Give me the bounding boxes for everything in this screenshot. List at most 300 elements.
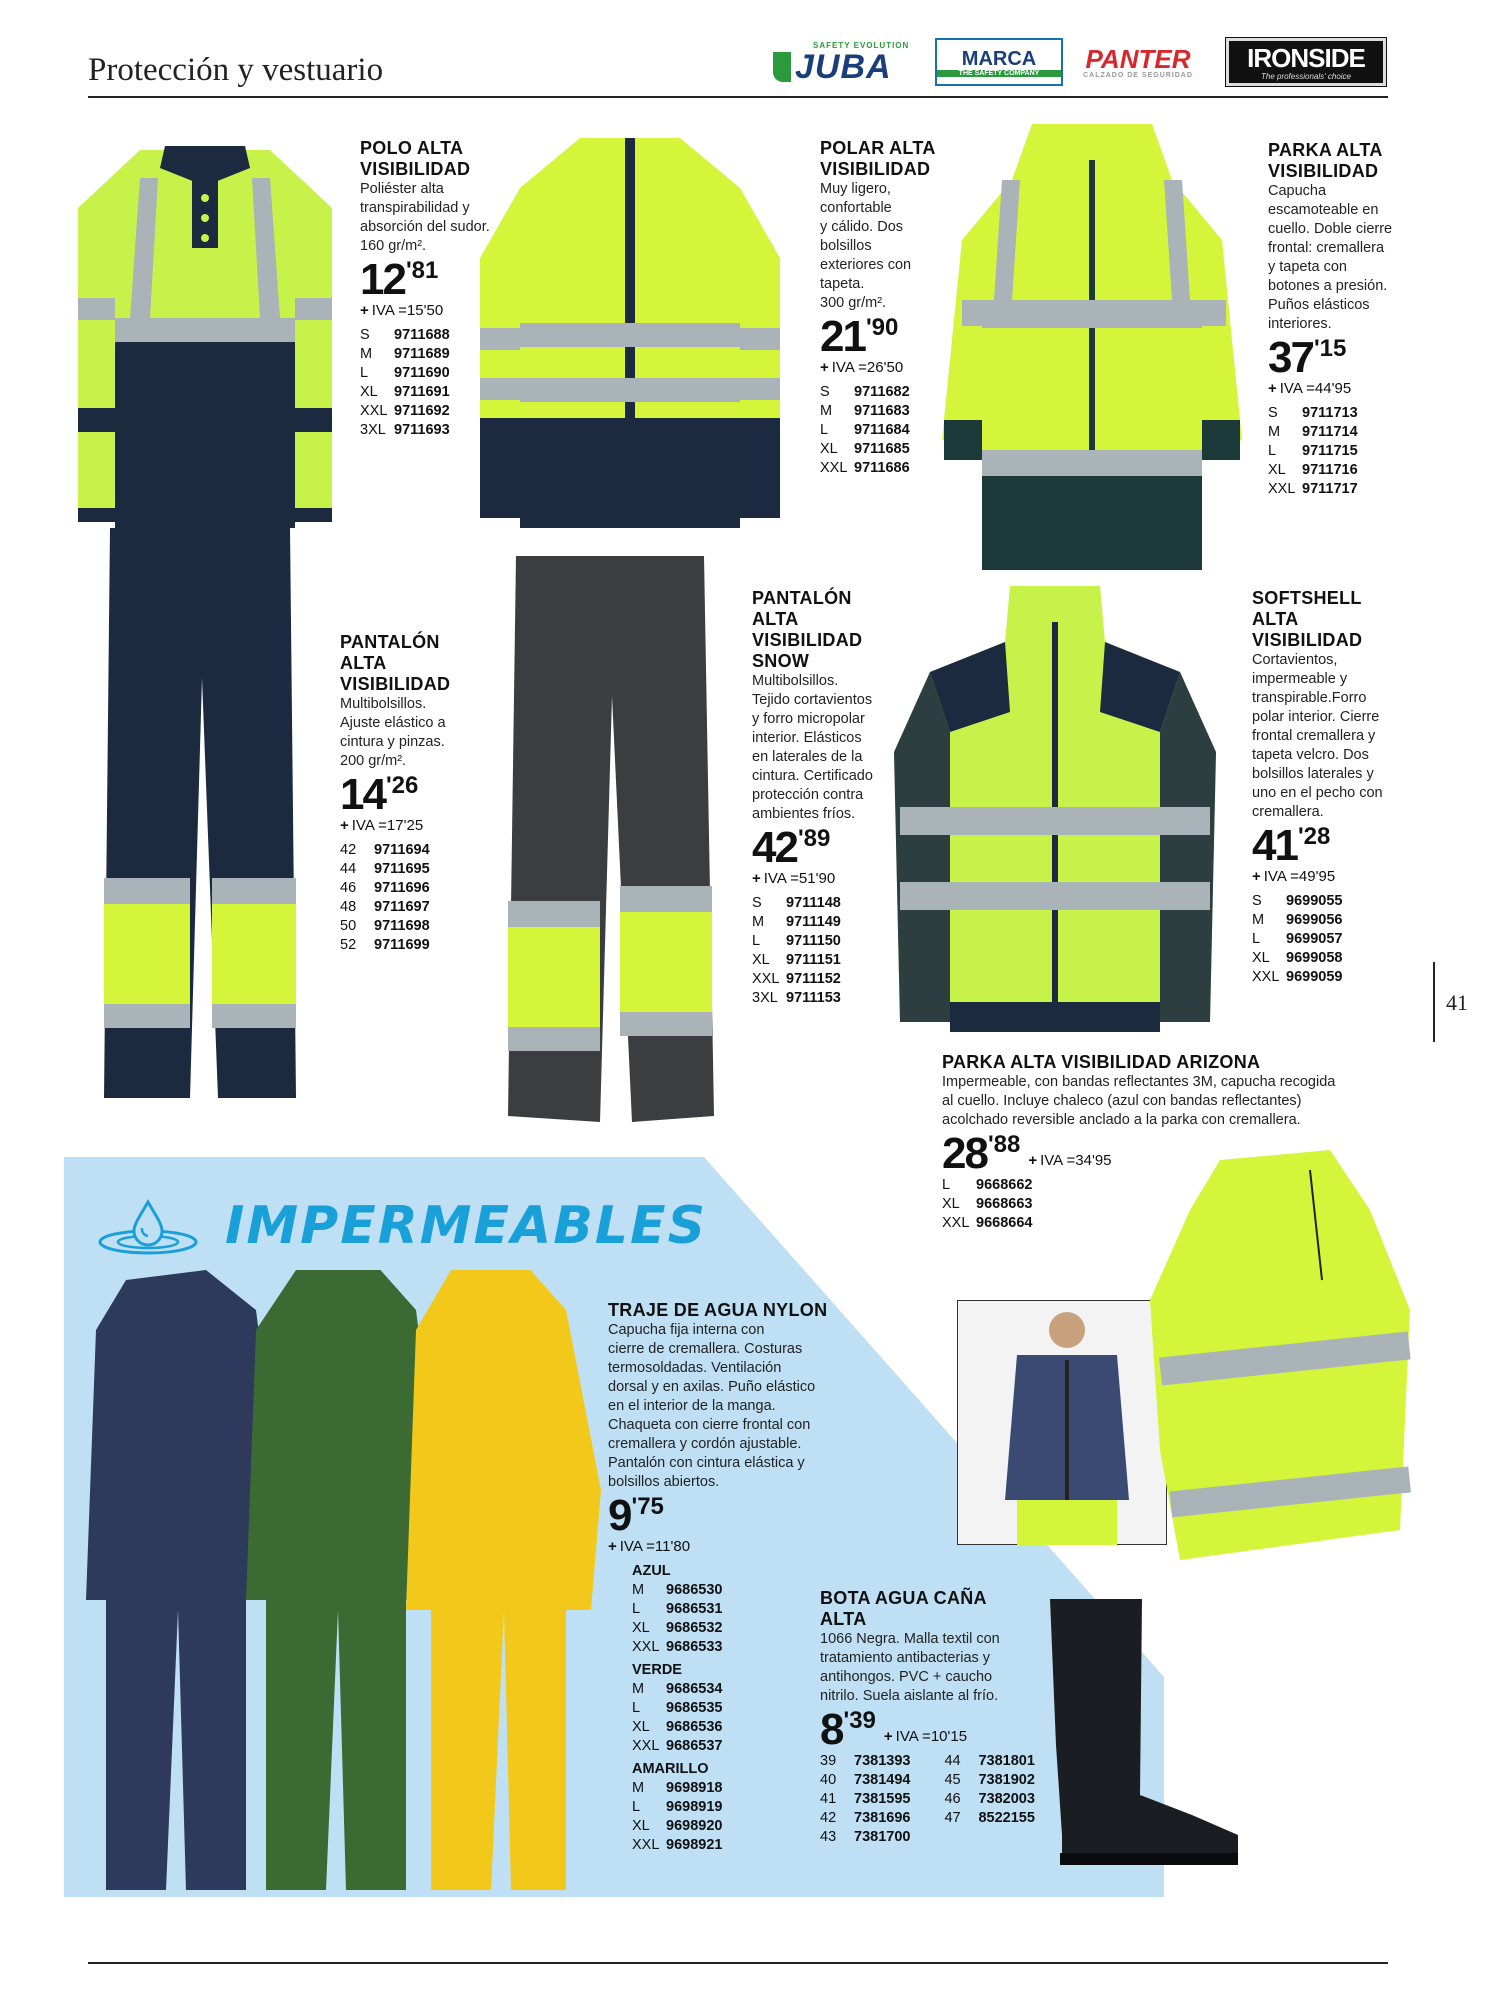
size-label: 3XL bbox=[752, 990, 778, 1006]
ref-row bbox=[1252, 949, 1412, 968]
ref-row bbox=[632, 1737, 828, 1756]
ironside-tagline: The professionals' choice bbox=[1260, 71, 1352, 81]
text-line: Multibolsillos. bbox=[340, 696, 427, 712]
ref-row bbox=[944, 1752, 1034, 1771]
text-line: VISIBILIDAD bbox=[752, 630, 863, 650]
text-line: confortable bbox=[820, 200, 892, 216]
ref-code: 9711688 bbox=[394, 327, 450, 343]
price-decimal: '39 bbox=[843, 1707, 876, 1734]
price-with-iva: + IVA =26'50 bbox=[820, 359, 904, 376]
text-line: y forro micropolar bbox=[752, 711, 865, 727]
text-line: Multibolsillos. bbox=[752, 673, 839, 689]
size-label: L bbox=[1268, 443, 1277, 459]
size-label: M bbox=[632, 1780, 645, 1796]
size-label: 46 bbox=[944, 1791, 961, 1807]
size-label: M bbox=[632, 1681, 645, 1697]
text-line: acolchado reversible anclado a la parka con cremallera. bbox=[942, 1112, 1301, 1128]
iva-text: IVA =17'25 bbox=[351, 817, 424, 834]
ref-code: 9711152 bbox=[786, 971, 841, 987]
product-title bbox=[820, 138, 960, 180]
ref-row bbox=[944, 1790, 1034, 1809]
size-label: L bbox=[752, 933, 761, 949]
text-line: cierre de cremallera. Costuras bbox=[608, 1341, 803, 1357]
size-label: 52 bbox=[340, 937, 357, 953]
size-label: M bbox=[1252, 912, 1265, 928]
ref-code: 9711693 bbox=[394, 422, 450, 438]
ref-row bbox=[632, 1619, 828, 1638]
text-line: ALTA bbox=[340, 653, 387, 673]
size-label: XXL bbox=[632, 1738, 660, 1754]
text-line: uno en el pecho con bbox=[1252, 785, 1383, 801]
price-decimal: '81 bbox=[405, 257, 439, 284]
ref-code: 7381595 bbox=[854, 1791, 911, 1807]
ref-code: 9711153 bbox=[786, 990, 841, 1006]
ref-row bbox=[944, 1771, 1034, 1790]
ref-row bbox=[752, 989, 902, 1008]
title-line: VISIBILIDAD bbox=[820, 159, 931, 179]
size-label: 40 bbox=[820, 1772, 837, 1788]
text-line: SNOW bbox=[752, 651, 810, 671]
header-divider bbox=[88, 96, 1388, 98]
text-line: antihongos. PVC + caucho bbox=[820, 1669, 993, 1685]
product-description bbox=[820, 180, 960, 313]
ref-row bbox=[820, 402, 960, 421]
ref-code: 9711717 bbox=[1302, 481, 1358, 497]
product-description bbox=[608, 1321, 828, 1492]
text-line: al cuello. Incluye chaleco (azul con bandas reflectantes) bbox=[942, 1093, 1302, 1109]
ref-code: 9711695 bbox=[374, 861, 430, 877]
product-title bbox=[360, 138, 550, 180]
ref-row bbox=[632, 1581, 828, 1600]
size-label: XXL bbox=[632, 1837, 660, 1853]
product-traje-agua bbox=[608, 1300, 828, 1855]
price-decimal: '90 bbox=[865, 314, 899, 341]
ref-row bbox=[360, 364, 550, 383]
size-label: 45 bbox=[944, 1772, 961, 1788]
text-line: Cortavientos, bbox=[1252, 652, 1338, 668]
ref-row bbox=[360, 402, 550, 421]
ref-list bbox=[632, 1779, 828, 1855]
ref-code: 9711689 bbox=[394, 346, 450, 362]
ref-list bbox=[820, 1752, 910, 1847]
pantalon-image bbox=[100, 528, 300, 1108]
price bbox=[820, 1705, 876, 1754]
ref-code: 9699055 bbox=[1286, 893, 1343, 909]
text-line: tratamiento antibacterias y bbox=[820, 1650, 991, 1666]
product-title bbox=[1252, 588, 1412, 651]
text-line: PANTALÓN bbox=[752, 588, 852, 608]
price-integer: 28 bbox=[942, 1129, 987, 1178]
ref-code: 7381801 bbox=[978, 1753, 1035, 1769]
ref-code: 9711148 bbox=[786, 895, 841, 911]
size-label: M bbox=[1268, 424, 1281, 440]
ref-row bbox=[820, 440, 960, 459]
iva-text: IVA =49'95 bbox=[1263, 868, 1336, 885]
price-with-iva: + IVA =44'95 bbox=[1268, 380, 1352, 397]
ref-list bbox=[632, 1680, 828, 1756]
size-label: 41 bbox=[820, 1791, 837, 1807]
price-with-iva: + IVA =15'50 bbox=[360, 302, 444, 319]
marca-logo bbox=[935, 38, 1063, 86]
text-line: Muy ligero, bbox=[820, 181, 891, 197]
ref-list bbox=[752, 894, 902, 1008]
size-label: XL bbox=[360, 384, 378, 400]
marca-tagline: THE SAFETY COMPANY bbox=[937, 70, 1061, 77]
size-label: 43 bbox=[820, 1829, 837, 1845]
size-label: 48 bbox=[340, 899, 357, 915]
ref-row bbox=[820, 1790, 910, 1809]
text-line: Capucha fija interna con bbox=[608, 1322, 765, 1338]
water-drop-icon bbox=[96, 1198, 200, 1256]
size-label: 50 bbox=[340, 918, 357, 934]
product-description bbox=[340, 695, 490, 771]
footer-divider bbox=[88, 1962, 1388, 1964]
ref-row bbox=[632, 1680, 828, 1699]
ref-code: 9668662 bbox=[976, 1177, 1033, 1193]
size-label: XL bbox=[942, 1196, 960, 1212]
ref-code: 9698919 bbox=[666, 1799, 723, 1815]
size-label: M bbox=[632, 1582, 645, 1598]
price bbox=[360, 255, 550, 304]
text-line: ALTA bbox=[1252, 609, 1299, 629]
price-row bbox=[820, 1706, 1060, 1752]
ref-row bbox=[360, 421, 550, 440]
traje-agua-image bbox=[86, 1270, 606, 1900]
ref-row bbox=[942, 1195, 1362, 1214]
text-line: nitrilo. Suela aislante al frío. bbox=[820, 1688, 999, 1704]
size-label: 46 bbox=[340, 880, 357, 896]
ref-row bbox=[340, 860, 490, 879]
desc-line: absorción del sudor. bbox=[360, 219, 490, 235]
title-line: POLAR ALTA bbox=[820, 138, 936, 158]
size-label: 44 bbox=[944, 1753, 961, 1769]
text-line: cintura y pinzas. bbox=[340, 734, 445, 750]
ref-code: 7381700 bbox=[854, 1829, 911, 1845]
text-line: frontal: cremallera bbox=[1268, 240, 1385, 256]
ref-row bbox=[1268, 423, 1418, 442]
text-line: Puños elásticos bbox=[1268, 297, 1370, 313]
ref-row bbox=[632, 1718, 828, 1737]
price-decimal: '26 bbox=[385, 772, 419, 799]
ref-code: 9711684 bbox=[854, 422, 910, 438]
text-line: transpirable.Forro bbox=[1252, 690, 1367, 706]
size-label: S bbox=[360, 327, 370, 343]
price-integer: 12 bbox=[360, 255, 405, 304]
text-line: ambientes fríos. bbox=[752, 806, 856, 822]
price-with-iva: + IVA =49'95 bbox=[1252, 868, 1336, 885]
text-line: cremallera. bbox=[1252, 804, 1324, 820]
ref-row bbox=[820, 459, 960, 478]
text-line: BOTA AGUA CAÑA bbox=[820, 1588, 987, 1608]
text-line: y cálido. Dos bbox=[820, 219, 904, 235]
ref-code: 9686532 bbox=[666, 1620, 723, 1636]
ref-code: 9686537 bbox=[666, 1738, 723, 1754]
product-parka-arizona bbox=[942, 1052, 1362, 1233]
ref-row bbox=[632, 1600, 828, 1619]
price bbox=[942, 1129, 1021, 1178]
size-label: XXL bbox=[1268, 481, 1296, 497]
ref-code: 9686531 bbox=[666, 1601, 723, 1617]
text-line: PANTALÓN bbox=[340, 632, 440, 652]
ref-row bbox=[340, 936, 490, 955]
ref-code: 9686535 bbox=[666, 1700, 723, 1716]
iva-text: IVA =51'90 bbox=[763, 870, 836, 887]
pantalon-snow-image bbox=[508, 556, 718, 1130]
text-line: TRAJE DE AGUA NYLON bbox=[608, 1300, 828, 1320]
size-label: L bbox=[820, 422, 829, 438]
ref-row bbox=[340, 841, 490, 860]
ref-code: 9711685 bbox=[854, 441, 910, 457]
text-line: polar interior. Cierre bbox=[1252, 709, 1380, 725]
text-line: tapeta. bbox=[820, 276, 865, 292]
ref-row bbox=[1252, 968, 1412, 987]
ref-code: 7382003 bbox=[978, 1791, 1035, 1807]
size-label: XL bbox=[752, 952, 770, 968]
product-description bbox=[752, 672, 902, 824]
price bbox=[340, 770, 490, 819]
text-line: Capucha bbox=[1268, 183, 1327, 199]
ref-code: 9711682 bbox=[854, 384, 910, 400]
color-label-amarillo: AMARILLO bbox=[632, 1761, 709, 1777]
product-pantalon-snow bbox=[752, 588, 902, 1008]
ref-code: 9711694 bbox=[374, 842, 430, 858]
size-label: L bbox=[632, 1601, 641, 1617]
ref-row bbox=[820, 1828, 910, 1847]
text-line: impermeable y bbox=[1252, 671, 1348, 687]
text-line: SOFTSHELL bbox=[1252, 588, 1362, 608]
size-label: XL bbox=[632, 1818, 650, 1834]
text-line: tapeta velcro. Dos bbox=[1252, 747, 1369, 763]
ref-list bbox=[632, 1581, 828, 1657]
size-label: XL bbox=[820, 441, 838, 457]
text-line: en laterales de la bbox=[752, 749, 863, 765]
ref-row bbox=[632, 1779, 828, 1798]
price-with-iva: + IVA =51'90 bbox=[752, 870, 836, 887]
price-with-iva: + IVA =17'25 bbox=[340, 817, 424, 834]
desc-line: transpirabilidad y bbox=[360, 200, 470, 216]
size-label: XL bbox=[1268, 462, 1286, 478]
price-row bbox=[942, 1130, 1362, 1176]
ref-code: 9711696 bbox=[374, 880, 430, 896]
ref-code: 9711698 bbox=[374, 918, 430, 934]
iva-text: IVA =34'95 bbox=[1040, 1152, 1112, 1169]
ref-row bbox=[1252, 930, 1412, 949]
size-label: 42 bbox=[340, 842, 357, 858]
size-label: M bbox=[820, 403, 833, 419]
price-decimal: '15 bbox=[1313, 335, 1347, 362]
iva-text: IVA =10'15 bbox=[895, 1728, 968, 1745]
size-label: XXL bbox=[820, 460, 848, 476]
ref-row bbox=[340, 898, 490, 917]
ref-list bbox=[360, 326, 550, 440]
iva-text: IVA =44'95 bbox=[1279, 380, 1352, 397]
impermeables-title: IMPERMEABLES bbox=[225, 1196, 708, 1256]
text-line: ALTA bbox=[820, 1609, 867, 1629]
product-polar bbox=[820, 138, 960, 478]
text-line: interiores. bbox=[1268, 316, 1332, 332]
page-title: Protección y vestuario bbox=[88, 52, 384, 88]
ref-code: 9699057 bbox=[1286, 931, 1343, 947]
size-label: L bbox=[632, 1799, 641, 1815]
ref-row bbox=[1268, 480, 1418, 499]
ref-row bbox=[1252, 892, 1412, 911]
price-decimal: '75 bbox=[631, 1493, 664, 1520]
ref-row bbox=[1252, 911, 1412, 930]
text-line: Tejido cortavientos bbox=[752, 692, 873, 708]
ref-row bbox=[942, 1214, 1362, 1233]
text-line: exteriores con bbox=[820, 257, 912, 273]
text-line: PARKA ALTA VISIBILIDAD ARIZONA bbox=[942, 1052, 1261, 1072]
ref-row bbox=[820, 1771, 910, 1790]
ironside-name: IRONSIDE bbox=[1247, 42, 1365, 73]
ref-code: 9711714 bbox=[1302, 424, 1358, 440]
size-label: 42 bbox=[820, 1810, 837, 1826]
juba-logo bbox=[773, 38, 923, 86]
price bbox=[820, 312, 960, 361]
text-line: 300 gr/m². bbox=[820, 295, 887, 311]
product-pantalon bbox=[340, 632, 490, 955]
size-label: XL bbox=[632, 1719, 650, 1735]
size-label: M bbox=[752, 914, 765, 930]
product-bota bbox=[820, 1588, 1060, 1847]
price-with-iva: + IVA =34'95 bbox=[1028, 1152, 1112, 1169]
ref-code: 9686533 bbox=[666, 1639, 723, 1655]
ref-code: 9699058 bbox=[1286, 950, 1343, 966]
price bbox=[1268, 333, 1418, 382]
text-line: cuello. Doble cierre bbox=[1268, 221, 1393, 237]
product-description bbox=[942, 1073, 1362, 1130]
desc-line: Poliéster alta bbox=[360, 181, 444, 197]
ref-row bbox=[1268, 461, 1418, 480]
juba-name: JUBA bbox=[773, 50, 892, 84]
text-line: escamoteable en bbox=[1268, 202, 1379, 218]
iva-text: IVA =26'50 bbox=[831, 359, 904, 376]
price-decimal: '89 bbox=[797, 825, 831, 852]
ref-row bbox=[752, 951, 902, 970]
ref-code: 9711692 bbox=[394, 403, 450, 419]
ref-code: 7381494 bbox=[854, 1772, 911, 1788]
ref-code: 9711715 bbox=[1302, 443, 1358, 459]
ref-row bbox=[632, 1836, 828, 1855]
ref-code: 9698918 bbox=[666, 1780, 723, 1796]
ref-code: 8522155 bbox=[978, 1810, 1035, 1826]
product-title bbox=[1268, 140, 1418, 182]
marca-name: MARCA bbox=[961, 47, 1037, 70]
ref-code: 7381393 bbox=[854, 1753, 911, 1769]
price-with-iva: + IVA =10'15 bbox=[883, 1728, 968, 1745]
text-line: 200 gr/m². bbox=[340, 753, 407, 769]
iva-text: IVA =11'80 bbox=[619, 1538, 691, 1555]
ref-row bbox=[632, 1798, 828, 1817]
product-description bbox=[360, 180, 550, 256]
color-label-azul: AZUL bbox=[632, 1563, 671, 1579]
size-label: S bbox=[820, 384, 830, 400]
panter-logo bbox=[1078, 38, 1198, 86]
product-description bbox=[1252, 651, 1412, 822]
size-label: S bbox=[752, 895, 762, 911]
ref-code: 9698921 bbox=[666, 1837, 723, 1853]
ref-list bbox=[1252, 892, 1412, 987]
ref-code: 7381902 bbox=[978, 1772, 1035, 1788]
text-line: Ajuste elástico a bbox=[340, 715, 446, 731]
page-number: 41 bbox=[1446, 990, 1468, 1015]
product-description bbox=[820, 1630, 1060, 1706]
ref-code: 9711686 bbox=[854, 460, 910, 476]
size-label: L bbox=[632, 1700, 641, 1716]
text-line: VISIBILIDAD bbox=[1252, 630, 1363, 650]
ref-code: 9711690 bbox=[394, 365, 450, 381]
iva-text: IVA =15'50 bbox=[371, 302, 444, 319]
ref-row bbox=[1268, 404, 1418, 423]
ref-code: 9699059 bbox=[1286, 969, 1343, 985]
product-softshell bbox=[1252, 588, 1412, 987]
size-label: XXL bbox=[1252, 969, 1280, 985]
color-label-verde: VERDE bbox=[632, 1662, 682, 1678]
size-label: L bbox=[942, 1177, 951, 1193]
size-label: XXL bbox=[632, 1639, 660, 1655]
price bbox=[1252, 821, 1412, 870]
ref-row bbox=[1268, 442, 1418, 461]
ref-row bbox=[360, 326, 550, 345]
size-label: 3XL bbox=[360, 422, 386, 438]
ref-code: 9668663 bbox=[976, 1196, 1033, 1212]
text-line: bolsillos bbox=[820, 238, 872, 254]
ref-row bbox=[632, 1817, 828, 1836]
ref-row bbox=[820, 1752, 910, 1771]
ref-code: 9711716 bbox=[1302, 462, 1358, 478]
ref-row bbox=[752, 970, 902, 989]
price-with-iva: + IVA =11'80 bbox=[608, 1538, 691, 1555]
ref-code: 9711713 bbox=[1302, 405, 1358, 421]
ref-row bbox=[340, 917, 490, 936]
ref-code: 9698920 bbox=[666, 1818, 723, 1834]
text-line: frontal cremallera y bbox=[1252, 728, 1376, 744]
text-line: VISIBILIDAD bbox=[340, 674, 451, 694]
ref-code: 7381696 bbox=[854, 1810, 911, 1826]
ref-row bbox=[632, 1699, 828, 1718]
ref-row bbox=[820, 421, 960, 440]
size-label: XL bbox=[632, 1620, 650, 1636]
product-parka bbox=[1268, 140, 1418, 499]
price-integer: 42 bbox=[752, 823, 797, 872]
product-title bbox=[340, 632, 490, 695]
price bbox=[752, 823, 902, 872]
ref-row bbox=[360, 345, 550, 364]
price-decimal: '88 bbox=[987, 1131, 1021, 1158]
ref-code: 9686530 bbox=[666, 1582, 723, 1598]
size-label: S bbox=[1268, 405, 1278, 421]
size-label: S bbox=[1252, 893, 1262, 909]
page-number-bar bbox=[1433, 962, 1435, 1042]
size-label: XL bbox=[1252, 950, 1270, 966]
size-label: 47 bbox=[944, 1810, 961, 1826]
price-integer: 14 bbox=[340, 770, 385, 819]
size-label: L bbox=[1252, 931, 1261, 947]
ref-code: 9711699 bbox=[374, 937, 430, 953]
text-line: interior. Elásticos bbox=[752, 730, 862, 746]
ref-code: 9686534 bbox=[666, 1681, 723, 1697]
panter-name: PANTER bbox=[1085, 43, 1191, 74]
product-title bbox=[942, 1052, 1362, 1073]
parka-image bbox=[932, 120, 1250, 576]
ref-list bbox=[820, 383, 960, 478]
ref-list bbox=[340, 841, 490, 955]
size-label: 39 bbox=[820, 1753, 837, 1769]
size-label: XXL bbox=[752, 971, 780, 987]
ref-code: 9668664 bbox=[976, 1215, 1033, 1231]
size-label: XXL bbox=[360, 403, 388, 419]
price-integer: 9 bbox=[608, 1491, 631, 1540]
